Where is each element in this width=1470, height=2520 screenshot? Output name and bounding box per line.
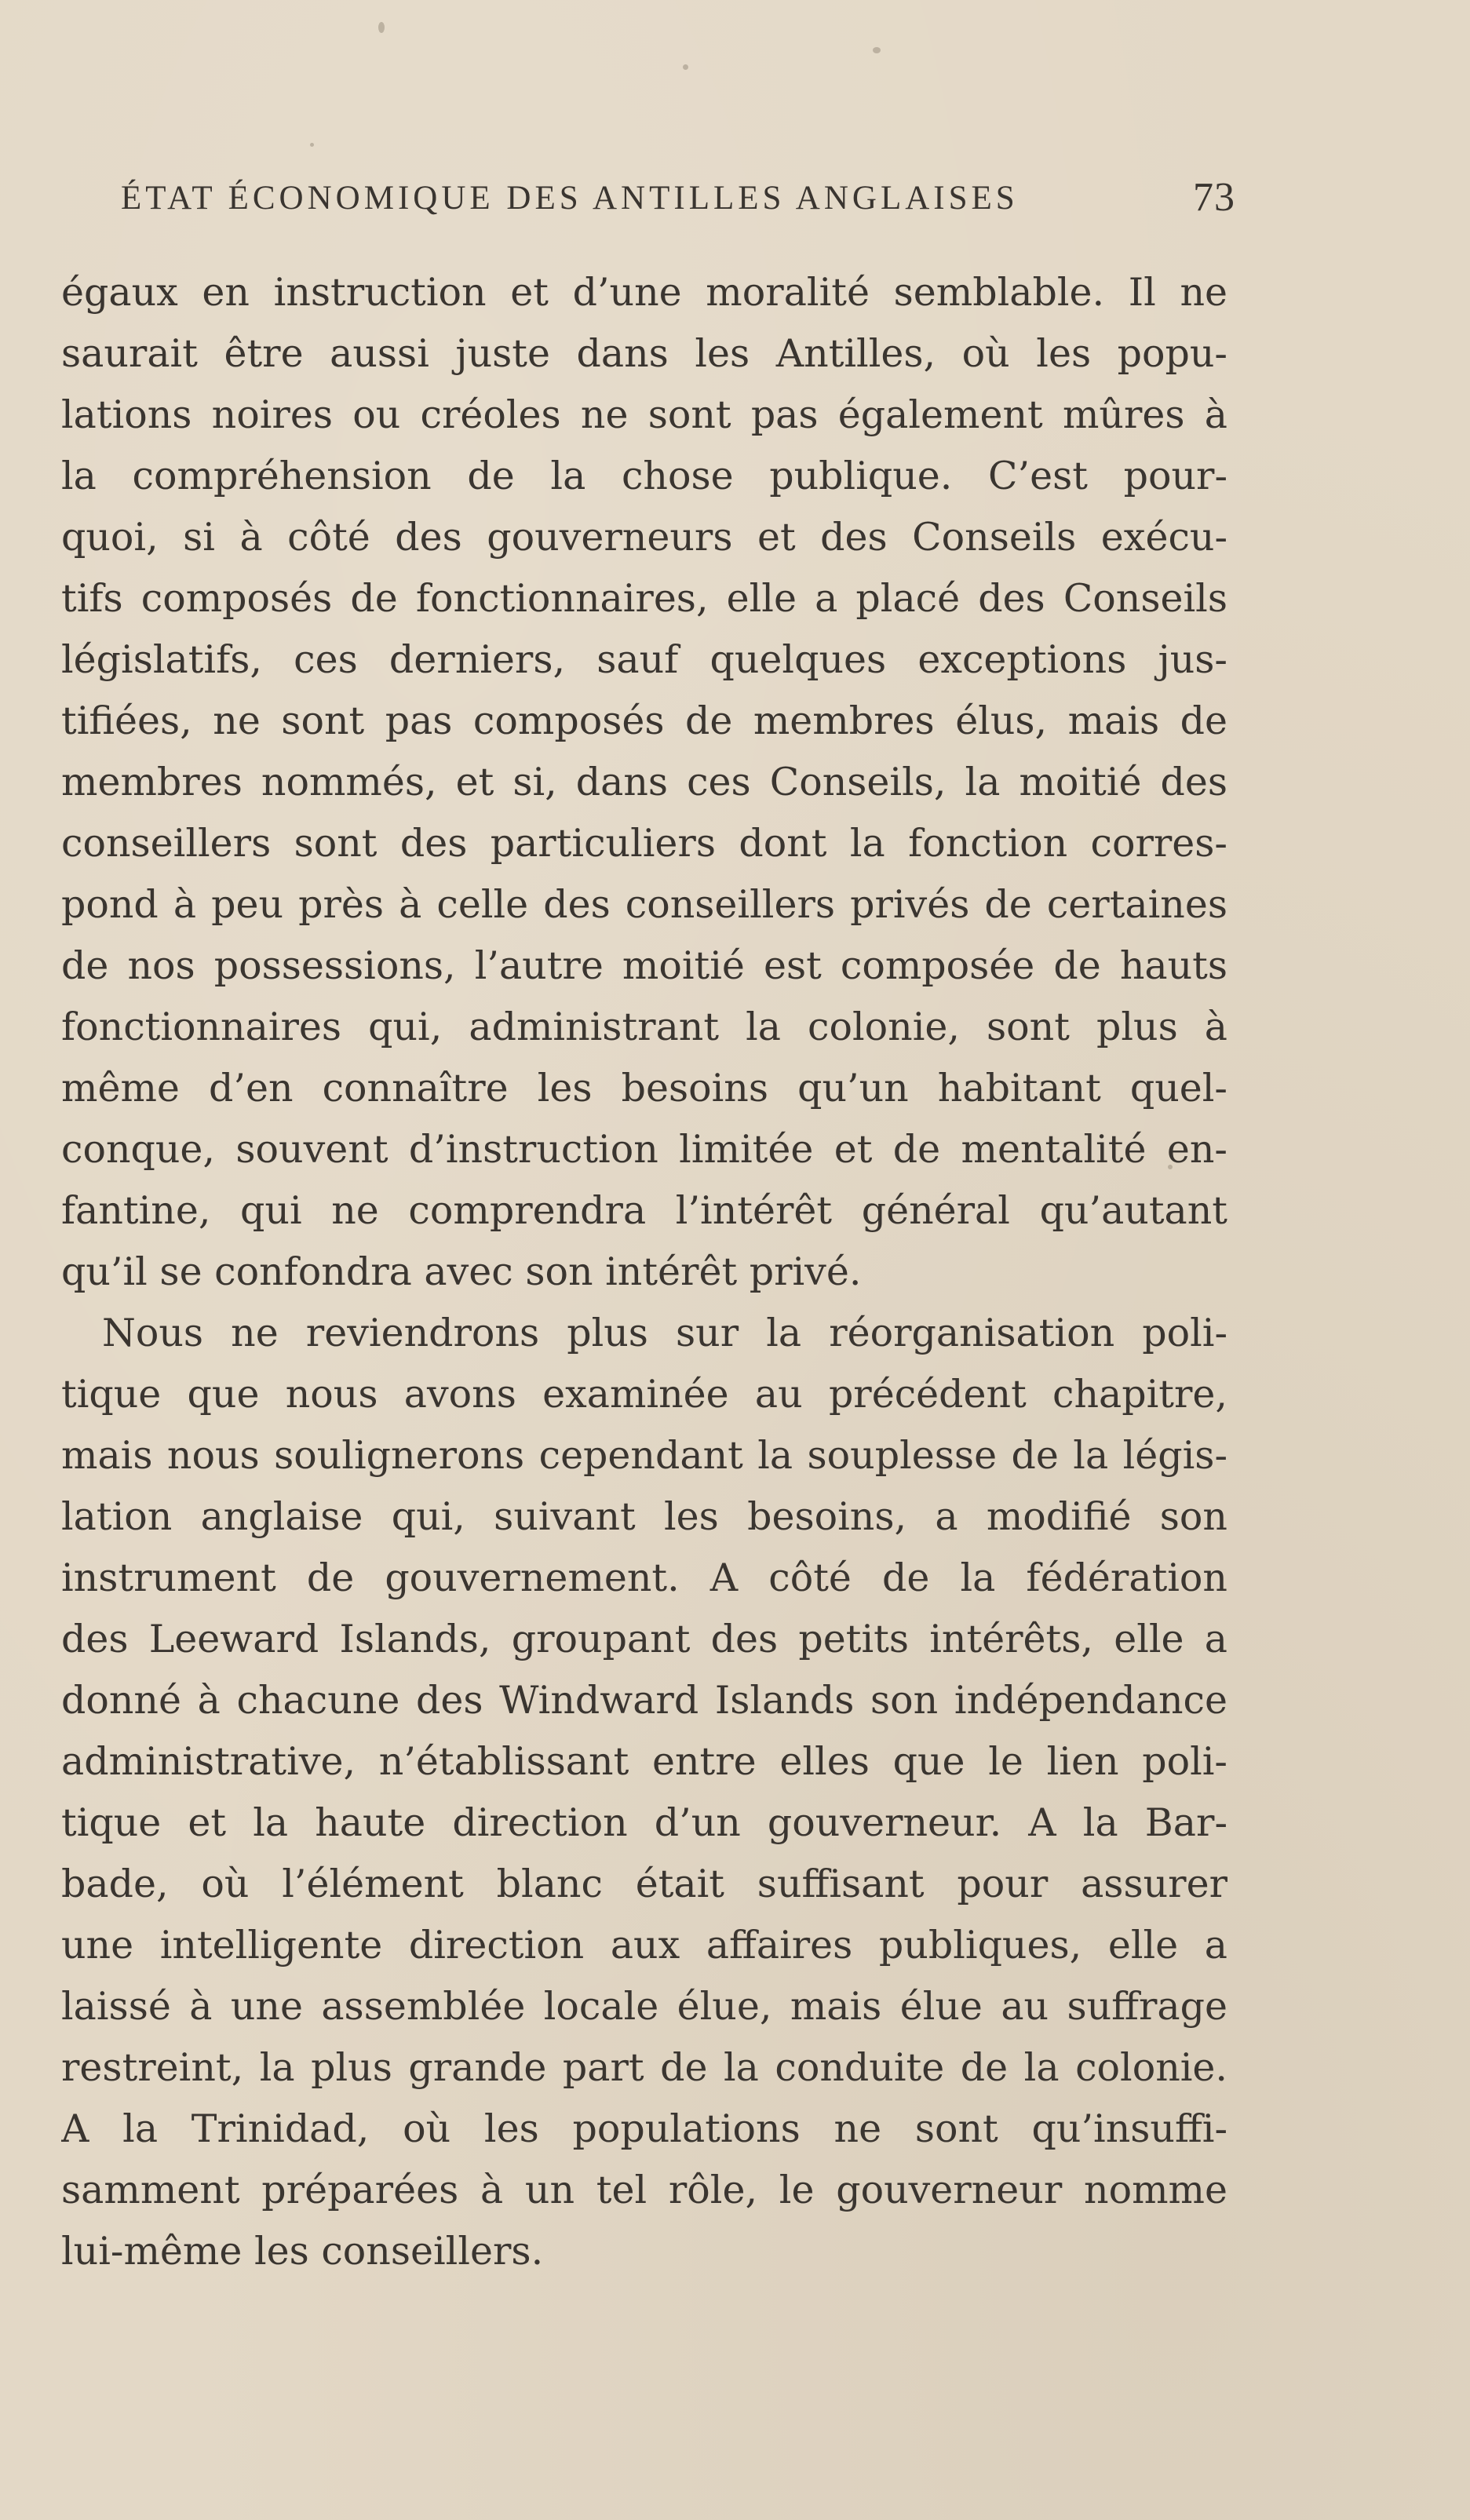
text-line: administrative, n’établissant entre elles que le lien poli- — [61, 1739, 1227, 1784]
text-line: lations noires ou créoles ne sont pas également mûres à — [61, 392, 1227, 437]
text-line: mais nous soulignerons cependant la souplesse de la légis- — [61, 1433, 1227, 1478]
text-line: même d’en connaître les besoins qu’un habitant quel- — [61, 1066, 1227, 1110]
text-line: tique que nous avons examinée au précédent chapitre, — [61, 1372, 1227, 1417]
ink-speck — [873, 47, 881, 53]
paragraph — [61, 262, 1227, 1303]
text-line: restreint, la plus grande part de la conduite de la colonie. — [61, 2045, 1227, 2090]
text-line: laissé à une assemblée locale élue, mais élue au suffrage — [61, 1984, 1227, 2029]
ink-speck — [378, 22, 385, 33]
text-line: lui-même les conseillers. — [61, 2229, 544, 2274]
text-line: bade, où l’élément blanc était suffisant pour assurer — [61, 1862, 1227, 1906]
text-line: Nous ne reviendrons plus sur la réorganisation poli- — [102, 1311, 1227, 1355]
text-line: saurait être aussi juste dans les Antilles, où les popu- — [61, 331, 1227, 376]
text-line: de nos possessions, l’autre moitié est composée de hauts — [61, 943, 1227, 988]
text-line: quoi, si à côté des gouverneurs et des Conseils exécu- — [61, 515, 1227, 560]
text-line: tifiées, ne sont pas composés de membres élus, mais de — [61, 698, 1227, 743]
page-number: 73 — [1193, 175, 1235, 220]
ink-speck — [310, 143, 314, 147]
text-line: instrument de gouvernement. A côté de la fédération — [61, 1555, 1227, 1600]
text-line: tifs composés de fonctionnaires, elle a placé des Conseils — [61, 576, 1227, 621]
text-line: fonctionnaires qui, administrant la colonie, sont plus à — [61, 1005, 1227, 1049]
text-line: législatifs, ces derniers, sauf quelques exceptions jus- — [61, 637, 1227, 682]
running-head — [121, 175, 1235, 234]
text-line: A la Trinidad, où les populations ne sont qu’insuffi- — [61, 2106, 1227, 2151]
text-line: fantine, qui ne comprendra l’intérêt général qu’autant — [61, 1188, 1227, 1233]
text-line: tique et la haute direction d’un gouverneur. A la Bar- — [61, 1800, 1227, 1845]
text-line: la compréhension de la chose publique. C’est pour- — [61, 454, 1227, 498]
body-text — [61, 262, 1227, 2282]
text-line: qu’il se confondra avec son intérêt privé. — [61, 1249, 862, 1294]
text-line: conseillers sont des particuliers dont la fonction corres- — [61, 821, 1227, 866]
ink-speck — [683, 64, 688, 70]
text-line: des Leeward Islands, groupant des petits intérêts, elle a — [61, 1617, 1227, 1661]
text-line: samment préparées à un tel rôle, le gouverneur nomme — [61, 2168, 1227, 2212]
text-line: conque, souvent d’instruction limitée et de mentalité en- — [61, 1127, 1227, 1172]
paragraph — [61, 1303, 1227, 2282]
text-line: égaux en instruction et d’une moralité semblable. Il ne — [61, 270, 1227, 315]
text-line: membres nommés, et si, dans ces Conseils, la moitié des — [61, 760, 1227, 804]
running-head-title: ÉTAT ÉCONOMIQUE DES ANTILLES ANGLAISES — [121, 180, 1019, 217]
text-line: pond à peu près à celle des conseillers privés de certaines — [61, 882, 1227, 927]
text-line: lation anglaise qui, suivant les besoins, a modifié son — [61, 1494, 1227, 1539]
text-line: une intelligente direction aux affaires publiques, elle a — [61, 1923, 1227, 1967]
text-line: donné à chacune des Windward Islands son indépendance — [61, 1678, 1227, 1723]
